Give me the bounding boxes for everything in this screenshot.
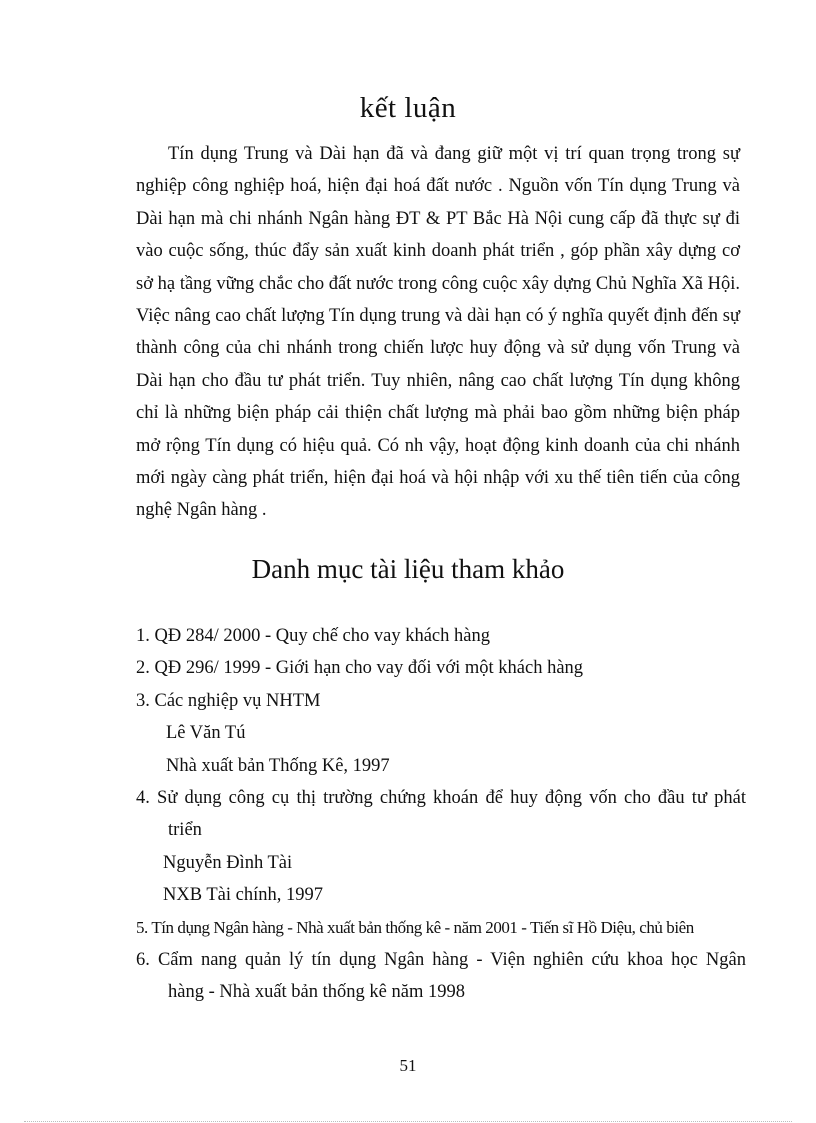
reference-item <box>136 685 746 782</box>
reference-author: Lê Văn Tú <box>166 723 246 744</box>
conclusion-heading: kết luận <box>359 92 457 124</box>
page-bottom-divider <box>24 1121 792 1122</box>
reference-author: Nguyễn Đình Tài <box>163 852 293 873</box>
reference-publisher: NXB Tài chính, 1997 <box>163 885 323 906</box>
conclusion-paragraph: Tín dụng Trung và Dài hạn đã và đang giữ một vị trí quan trọng trong sự nghiệp công nghiệp hoá, hiện đại hoá đất nước . Nguồn vốn Tín dụng Trung và Dài hạn mà chi nhánh Ngân hàng ĐT & PT Bắc Hà Nội cung cấp đã thực sự đi vào cuộc sống, thúc đẩy sản xuất kinh doanh phát triển , góp phần xây dựng cơ sở hạ tầng vững chắc cho đất nước trong công cuộc xây dựng Chủ Nghĩa Xã Hội. Việc nâng cao chất lượng Tín dụng trung và dài hạn có ý nghĩa quyết định đến sự thành công của chi nhánh trong chiến lược huy động và sử dụng vốn Trung và Dài hạn cho đầu tư phát triển. Tuy nhiên, nâng cao chất lượng Tín dụng không chỉ là những biện pháp cải thiện chất lượng mà phải bao gồm những biện pháp mở rộng Tín dụng có hiệu quả. Có nh vậy, hoạt động kinh doanh của chi nhánh mới ngày càng phát triển, hiện đại hoá và hội nhập với xu thế tiên tiến của công nghệ Ngân hàng . <box>136 144 740 521</box>
reference-item <box>136 782 746 912</box>
reference-line: 2. QĐ 296/ 1999 - Giới hạn cho vay đối với một khách hàng <box>136 658 584 679</box>
reference-item <box>136 652 746 684</box>
reference-line: 3. Các nghiệp vụ NHTM <box>136 690 321 711</box>
reference-line: 4. Sử dụng công cụ thị trường chứng khoán để huy động vốn cho đầu tư phát <box>136 788 746 809</box>
reference-line: 6. Cẩm nang quản lý tín dụng Ngân hàng - Viện nghiên cứu khoa học Ngân <box>136 950 746 971</box>
references-heading: Danh mục tài liệu tham khảo <box>251 554 565 584</box>
reference-item <box>136 944 746 1009</box>
reference-line-continued: triển <box>168 820 202 841</box>
reference-line-continued: hàng - Nhà xuất bản thống kê năm 1998 <box>168 982 465 1003</box>
reference-item <box>136 912 746 944</box>
reference-publisher: Nhà xuất bản Thống Kê, 1997 <box>166 755 390 776</box>
reference-item <box>136 620 746 652</box>
reference-line: 1. QĐ 284/ 2000 - Quy chế cho vay khách hàng <box>136 626 490 646</box>
reference-line: 5. Tín dụng Ngân hàng - Nhà xuất bản thống kê - năm 2001 - Tiến sĩ Hồ Diệu, chủ biên <box>136 917 694 937</box>
page-number: 51 <box>399 1056 417 1075</box>
references-list <box>136 620 746 1009</box>
